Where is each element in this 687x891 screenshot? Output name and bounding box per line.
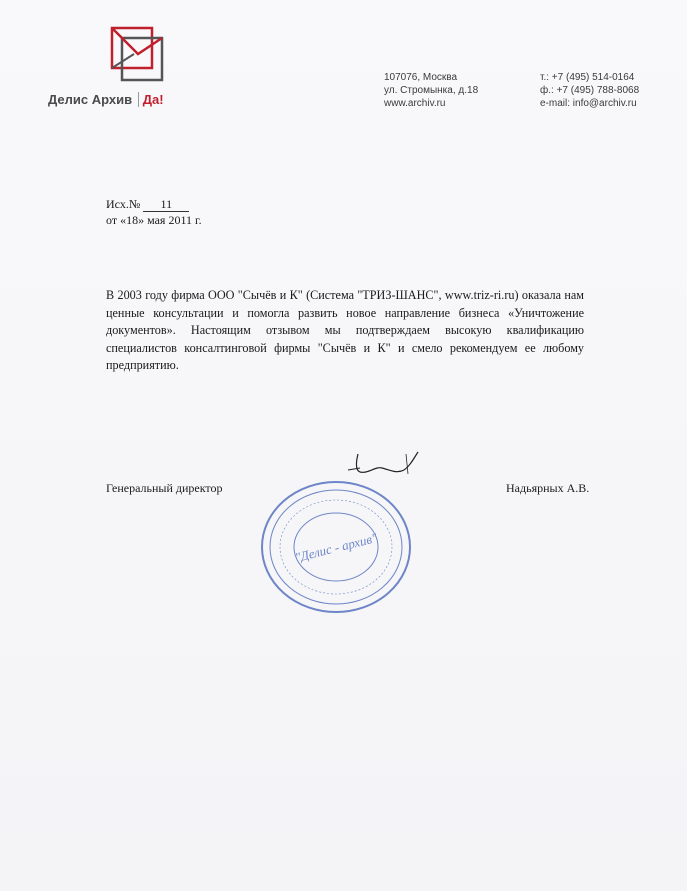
website-link: www.archiv.ru <box>384 98 446 109</box>
brand-suffix: Да! <box>138 92 164 107</box>
ref-prefix: Исх.№ <box>106 197 141 211</box>
fax-line: ф.: +7 (495) 788-8068 <box>540 85 640 96</box>
signer-title: Генеральный директор <box>106 481 223 495</box>
signer-name: Надьярных А.В. <box>506 481 590 495</box>
brand-name <box>48 92 164 107</box>
company-stamp-icon <box>258 478 414 616</box>
stamp-center-text: "Делис - архив" <box>293 530 379 565</box>
delis-archive-logo-icon <box>104 24 166 86</box>
address-line: 107076, Москва <box>384 72 458 83</box>
address-line: ул. Стромынка, д.18 <box>384 85 479 96</box>
outgoing-reference <box>106 196 202 228</box>
letter-body: В 2003 году фирма ООО "Сычёв и К" (Система "ТРИЗ-ШАНС", www.triz-ri.ru) оказала нам ценные консультации и помогла развить новое направление бизнеса «Уничтожение документов». Настоящим отзывом мы подтверждаем высокую квалификацию специалистов консалтинговой фирмы "Сычёв и К" и смело рекомендуем ее любому предприятию. <box>106 288 584 372</box>
company-contacts <box>540 71 639 110</box>
brand-name-text: Делис Архив <box>48 92 133 107</box>
ref-number: 11 <box>143 198 189 212</box>
company-address <box>384 71 478 110</box>
email-line: e-mail: info@archiv.ru <box>540 98 637 109</box>
phone-line: т.: +7 (495) 514-0164 <box>540 72 635 83</box>
ref-date: от «18» мая 2011 г. <box>106 213 202 227</box>
